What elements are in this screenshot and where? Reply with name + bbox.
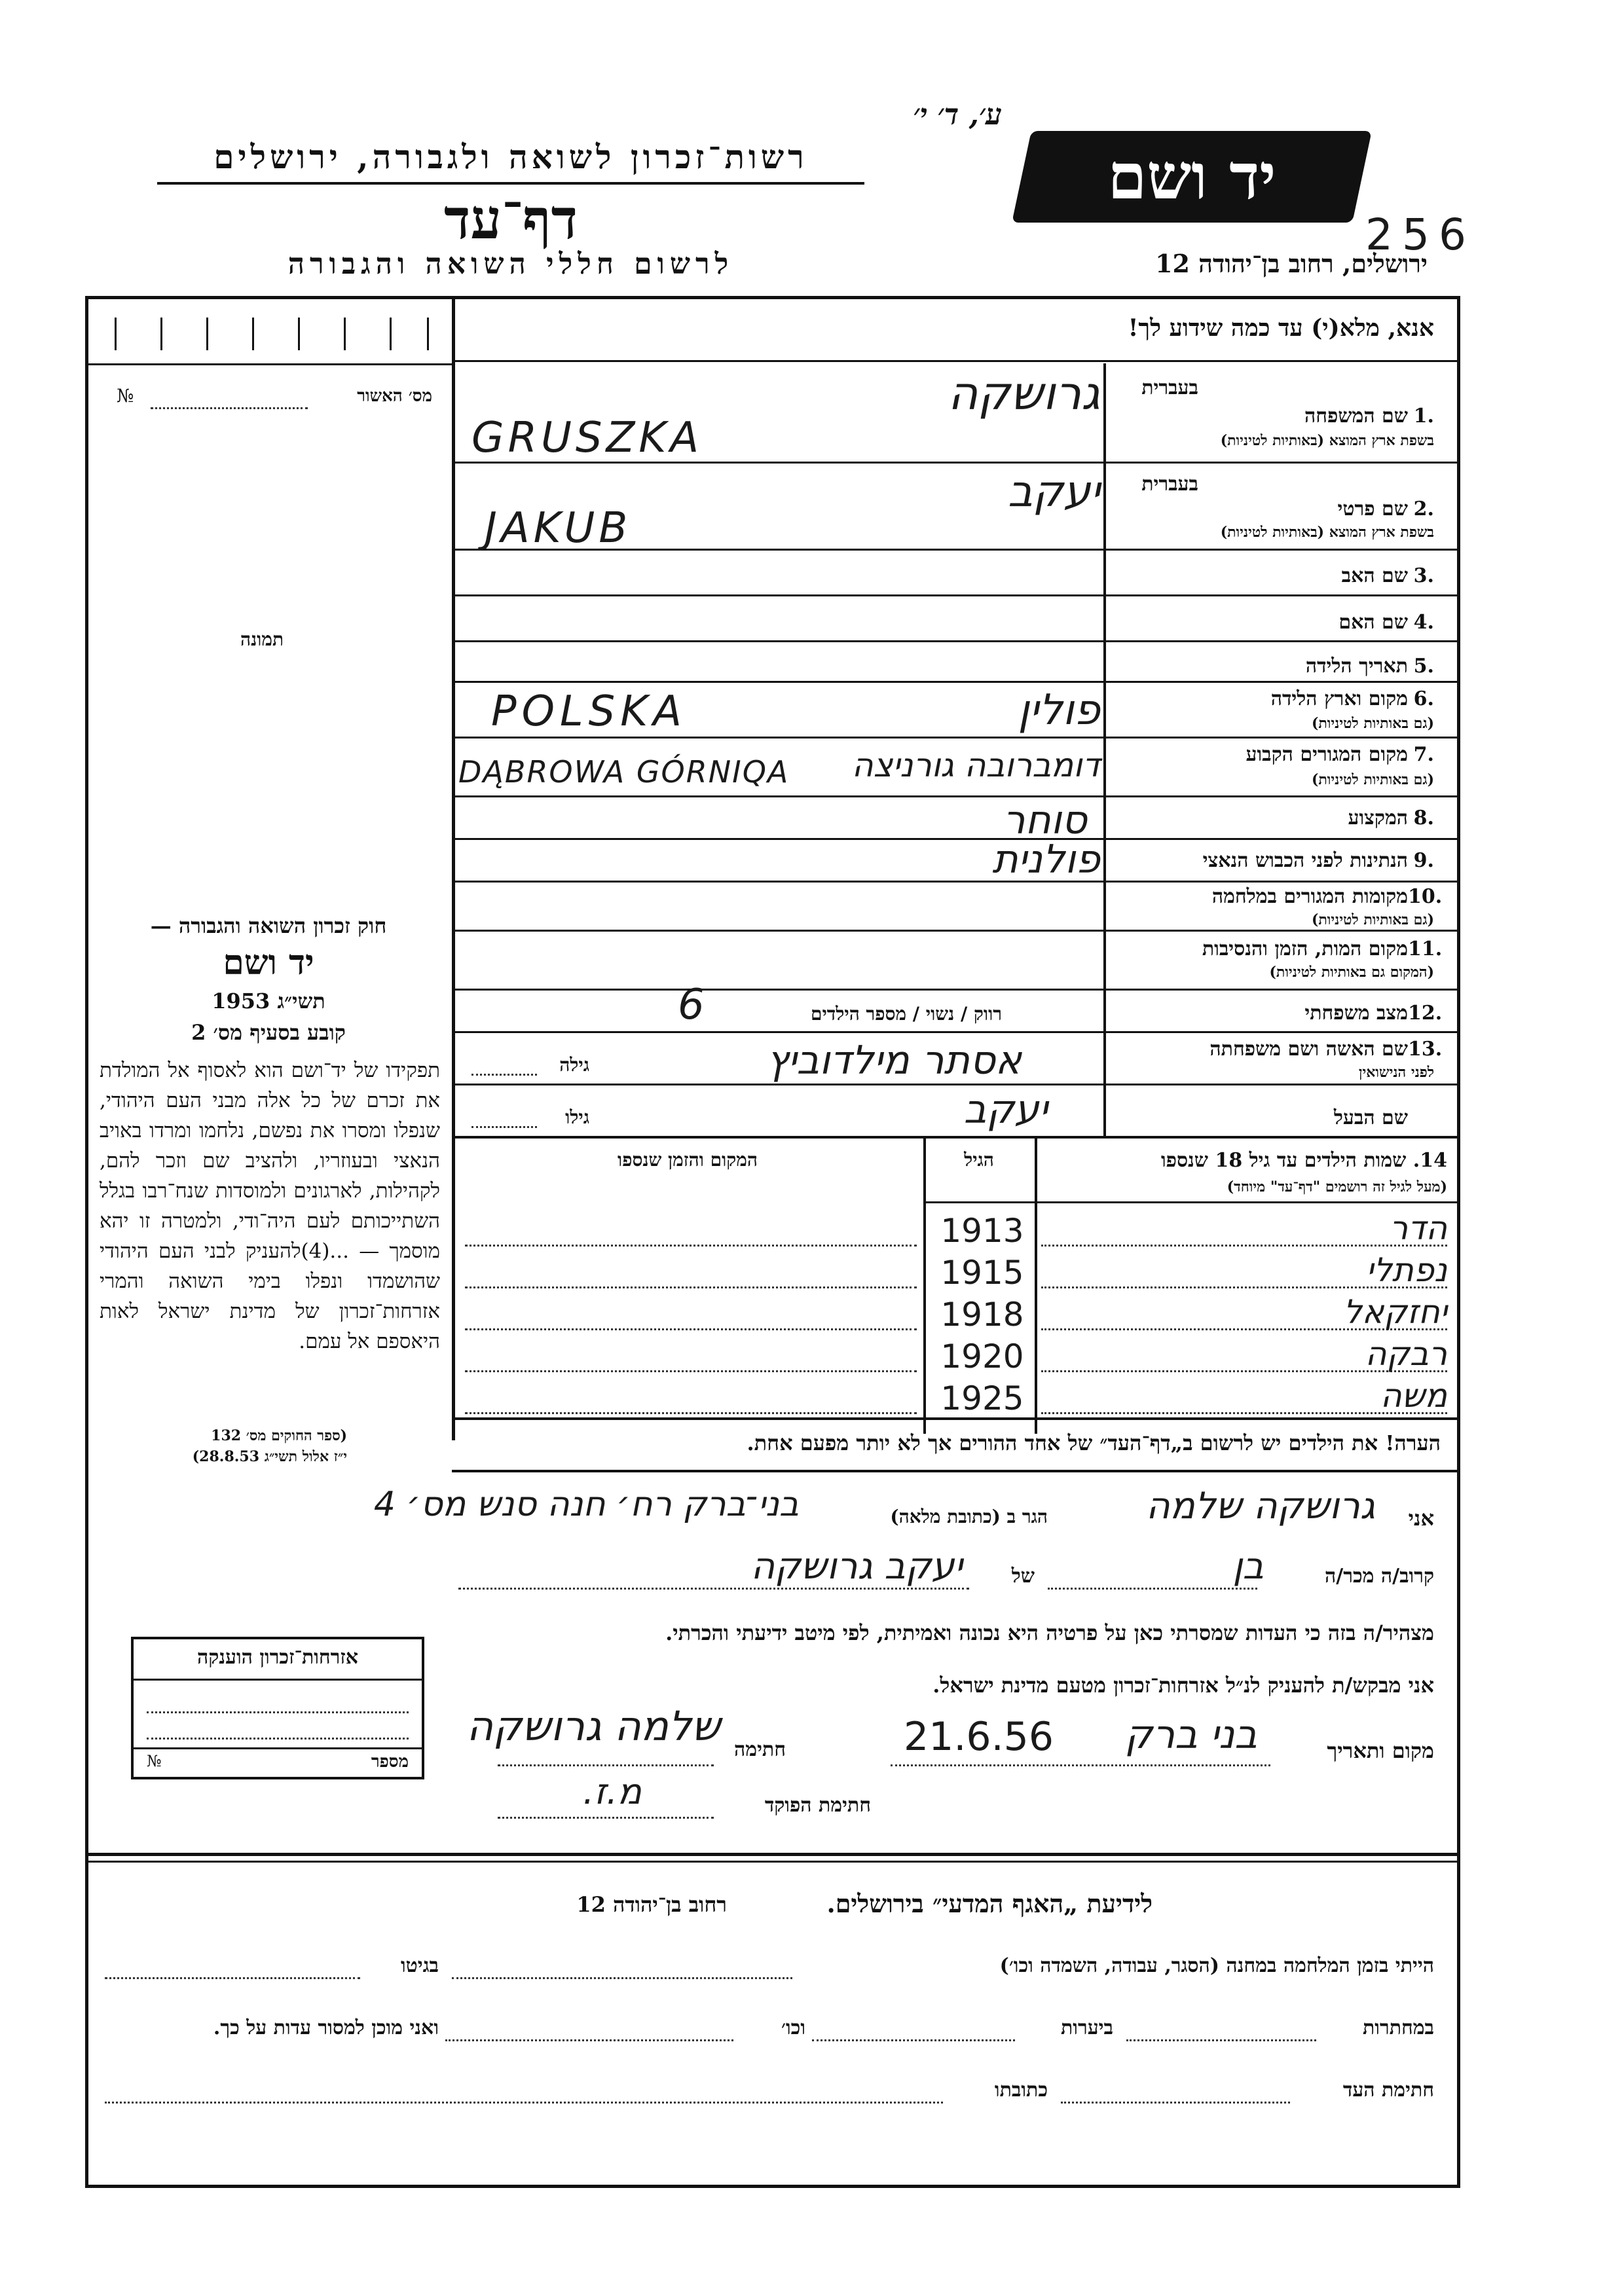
field-12-num: 12.: [1408, 1002, 1443, 1025]
husband-label: שם הבעל: [1333, 1106, 1408, 1129]
officer-label: חתימת הפוקד: [764, 1794, 871, 1817]
field-13-label: שם האשה ושם משפחתה: [1209, 1038, 1408, 1061]
child-name: רבקה: [1365, 1335, 1447, 1373]
declaration-1: מצהיר/ה בזה כי העדות שמסרתי כאן על פרטיה היא נכונה ואמיתית, לפי מיטב ידיעתי והכרתי.: [665, 1620, 1434, 1645]
logo-text: יד ושם: [1107, 139, 1276, 213]
declarant-resides-label: הגר ב (כתובת מלאה): [890, 1506, 1048, 1527]
field-7-sub: (גם באותיות לטיניות): [1311, 771, 1434, 788]
footer-line1: הייתי בזמן המלחמה במחנה (הסגר, עבודה, השמדה וכו׳): [999, 1954, 1434, 1977]
form-title: דף־עד: [443, 187, 578, 251]
children-subtitle: (מעל לגיל זה רושמים "דף־עד" מיוחד): [1227, 1178, 1447, 1195]
relative-label: קרוב/ה מכר/ה: [1325, 1565, 1434, 1588]
wife-name-value: אסתר מילדוביץ: [766, 1038, 1022, 1084]
relation-value: בן: [1232, 1545, 1264, 1588]
given-name-latin: JAKUB: [485, 504, 632, 553]
birthplace-latin: POLSKA: [491, 687, 687, 736]
note-text: הערה! את הילדים יש לרשום ב„דף־העד״ של אחד ההורים אך לא יותר מפעם אחת.: [747, 1430, 1441, 1455]
date-value: 21.6.56: [904, 1714, 1054, 1760]
child-birth-year: 1913: [940, 1212, 1024, 1250]
residence-hebrew: דומברובה גורניצה: [851, 746, 1100, 784]
children-count-mark: 6: [678, 981, 705, 1029]
yad-vashem-logo: [1012, 131, 1372, 223]
citizenship-no-mark: №: [147, 1752, 162, 1770]
field-4-num: 4.: [1413, 611, 1434, 634]
surname-latin: GRUSZKA: [471, 414, 703, 462]
field-2-num: 2.: [1413, 498, 1434, 520]
husband-age-label: גילו: [565, 1106, 589, 1128]
child-name: נפתלי: [1366, 1251, 1447, 1289]
footer-forests: ביערות: [1060, 2016, 1113, 2039]
field-10-num: 10.: [1408, 885, 1443, 908]
footer-witness-sig: חתימת העד: [1342, 2079, 1434, 2102]
field-11-sub: (המקום גם באותיות לטיניות): [1269, 964, 1434, 981]
place-date-label: מקום ותאריך: [1327, 1738, 1434, 1763]
law-ref-2: י״ז אלול תשי״ג 28.8.53): [192, 1448, 347, 1465]
law-year: תשי״ג 1953: [212, 989, 325, 1013]
footer-ghetto: בגיטו: [400, 1954, 439, 1977]
form-subtitle: לרשום חללי השואה והגבורה: [287, 247, 734, 281]
field-6-label: מקום וארץ הלידה: [1270, 687, 1408, 710]
child-row: [452, 1292, 1460, 1334]
declarant-address: בני־ברק רח׳ חנה סנש מס׳ 4: [373, 1485, 799, 1524]
nationality-value: פולנית: [992, 837, 1100, 883]
field-12-label: מצב משפחתי: [1304, 1002, 1408, 1025]
child-birth-year: 1915: [940, 1254, 1024, 1292]
children-col-age: הגיל: [964, 1149, 994, 1171]
child-row: [452, 1334, 1460, 1376]
field-7-label: מקום המגורים הקבוע: [1246, 743, 1408, 766]
footer-witness-address: כתובתו: [994, 2079, 1048, 2102]
child-name: משה: [1380, 1377, 1447, 1415]
children-title: 14. שמות הילדים עד גיל 18 שנספו: [1160, 1149, 1447, 1172]
surname-hebrew: גרושקה: [948, 367, 1100, 420]
signature-value: שלמה גרושקה: [466, 1702, 720, 1750]
given-name-hebrew: יעקב: [1007, 466, 1100, 517]
field-11-num: 11.: [1408, 938, 1443, 960]
declarant-name: גרושקה שלמה: [1146, 1485, 1375, 1527]
law-clause: קובע בסעיף מס׳ 2: [191, 1020, 346, 1045]
wife-age-label: גילה: [559, 1054, 589, 1076]
law-ref-1: (ספר החוקים מס׳ 132: [211, 1427, 347, 1444]
marital-status-options: רווק / נשוי / מספר הילדים: [810, 1003, 1002, 1025]
child-row: [452, 1208, 1460, 1250]
occupation-value: סוחר: [1003, 797, 1087, 843]
footer-underground: במחתרות: [1363, 2016, 1434, 2039]
footer-address: רחוב בן־יהודה 12: [576, 1892, 727, 1917]
field-8-label: המקצוע: [1348, 807, 1408, 829]
children-col-place: המקום והזמן שנספו: [618, 1149, 758, 1171]
field-1-num: 1.: [1413, 405, 1434, 428]
child-row: [452, 1376, 1460, 1417]
field-13-num: 13.: [1408, 1038, 1443, 1061]
top-scribble: ע׳, ד׳ י׳: [913, 98, 1002, 132]
intro-text: אנא, מלא(י) עד כמה שידוע לך!: [1128, 314, 1434, 342]
child-birth-year: 1918: [940, 1296, 1024, 1334]
law-name: יד ושם: [223, 943, 314, 983]
citizenship-box: [131, 1637, 424, 1779]
field-11-label: מקום המות, הזמן והנסיבות: [1202, 938, 1408, 960]
field-10-sub: (גם באותיות לטיניות): [1311, 911, 1434, 928]
footer-etc: וכו׳: [781, 2016, 805, 2039]
field-2-latin-label: בשפת ארץ המוצא (באותיות לטיניות): [1220, 524, 1434, 541]
field-8-num: 8.: [1413, 807, 1434, 829]
field-5-label: תאריך הלידה: [1305, 655, 1408, 678]
child-birth-year: 1920: [940, 1338, 1024, 1376]
footer-willing: ואני מוכן למסור עדות על כך.: [213, 2016, 439, 2039]
photo-label: תמונה: [240, 629, 284, 650]
field-6-num: 6.: [1413, 687, 1434, 710]
footer-heading: לידיעת „האגף המדעי״ בירושלים.: [826, 1889, 1153, 1918]
field-1-label: שם המשפחה: [1304, 405, 1408, 428]
of-label: של: [1011, 1565, 1035, 1588]
declarant-i-label: אני: [1408, 1506, 1434, 1531]
field-6-sub: (גם באותיות לטיניות): [1311, 715, 1434, 732]
field-2-lang: בעברית: [1141, 473, 1198, 496]
field-9-num: 9.: [1413, 849, 1434, 872]
institution-name: רשות־זכרון לשואה ולגבורה, ירושלים: [213, 137, 808, 176]
citizenship-box-number: מספר: [371, 1752, 409, 1772]
of-name-value: יעקב גרושקה: [750, 1545, 963, 1588]
child-birth-year: 1925: [940, 1379, 1024, 1417]
field-1-latin-label: בשפת ארץ המוצא (באותיות לטיניות): [1220, 432, 1434, 449]
field-10-label: מקומות המגורים במלחמה: [1211, 885, 1408, 908]
approval-no-mark: №: [117, 385, 134, 407]
field-1-lang: בעברית: [1141, 376, 1198, 399]
field-3-label: שם האב: [1341, 564, 1408, 587]
residence-latin: DĄBROWA GÓRNIQA: [458, 754, 790, 790]
field-4-label: שם האם: [1338, 611, 1408, 634]
birthplace-hebrew: פולין: [1018, 686, 1100, 735]
citizenship-box-title: אזרחות־זכרון הוענקה: [196, 1646, 359, 1669]
header-address: ירושלים, רחוב בן־יהודה 12: [1155, 249, 1428, 278]
office-ticks: [115, 318, 429, 350]
child-row: [452, 1250, 1460, 1292]
field-9-label: הנתינות לפני הכבוש הנאצי: [1202, 849, 1408, 872]
place-value: בני ברק: [1124, 1712, 1257, 1758]
law-text: תפקידו של יד־ושם הוא לאסוף אל המולדת את זכרם של כל אלה מבני העם היהודי, שנפלו ומסרו את נפשם, נלחמו ומרדו באויב הנאצי ובעוזריו, ולהציב שם וזכר להם, לקהילות, לארגונים ולמוסדות שנח־רבו בגלל השתייכותם לעם היה־ודי, ולמטרה זו יהא מוסמך — ...(4)להעניק לבני העם היהודי שהושמדו ונפלו בימי השואה והמרי אזרחות־זכרון של מדינת ישראל לאות היאספם אל עמם.: [100, 1059, 440, 1353]
law-title: חוק זכרון השואה והגבורה —: [150, 913, 387, 938]
child-name: יחזקאל: [1343, 1293, 1447, 1331]
approval-no-label: מס׳ האשור: [357, 386, 432, 406]
signature-label: חתימה: [734, 1738, 786, 1761]
field-13-sub: לפני הנישואין: [1358, 1064, 1434, 1081]
sheet-number: 256: [1365, 210, 1475, 260]
child-name: הדר: [1389, 1209, 1447, 1247]
field-3-num: 3.: [1413, 564, 1434, 587]
field-5-num: 5.: [1413, 655, 1434, 678]
field-7-num: 7.: [1413, 743, 1434, 766]
declaration-2: אני מבקש/ת להעניק לנ״ל אזרחות־זכרון מטעם מדינת ישראל.: [932, 1673, 1434, 1698]
husband-name-value: יעקב: [963, 1087, 1048, 1133]
field-2-label: שם פרטי: [1337, 498, 1408, 520]
officer-signature: מ.ז.: [583, 1771, 642, 1812]
